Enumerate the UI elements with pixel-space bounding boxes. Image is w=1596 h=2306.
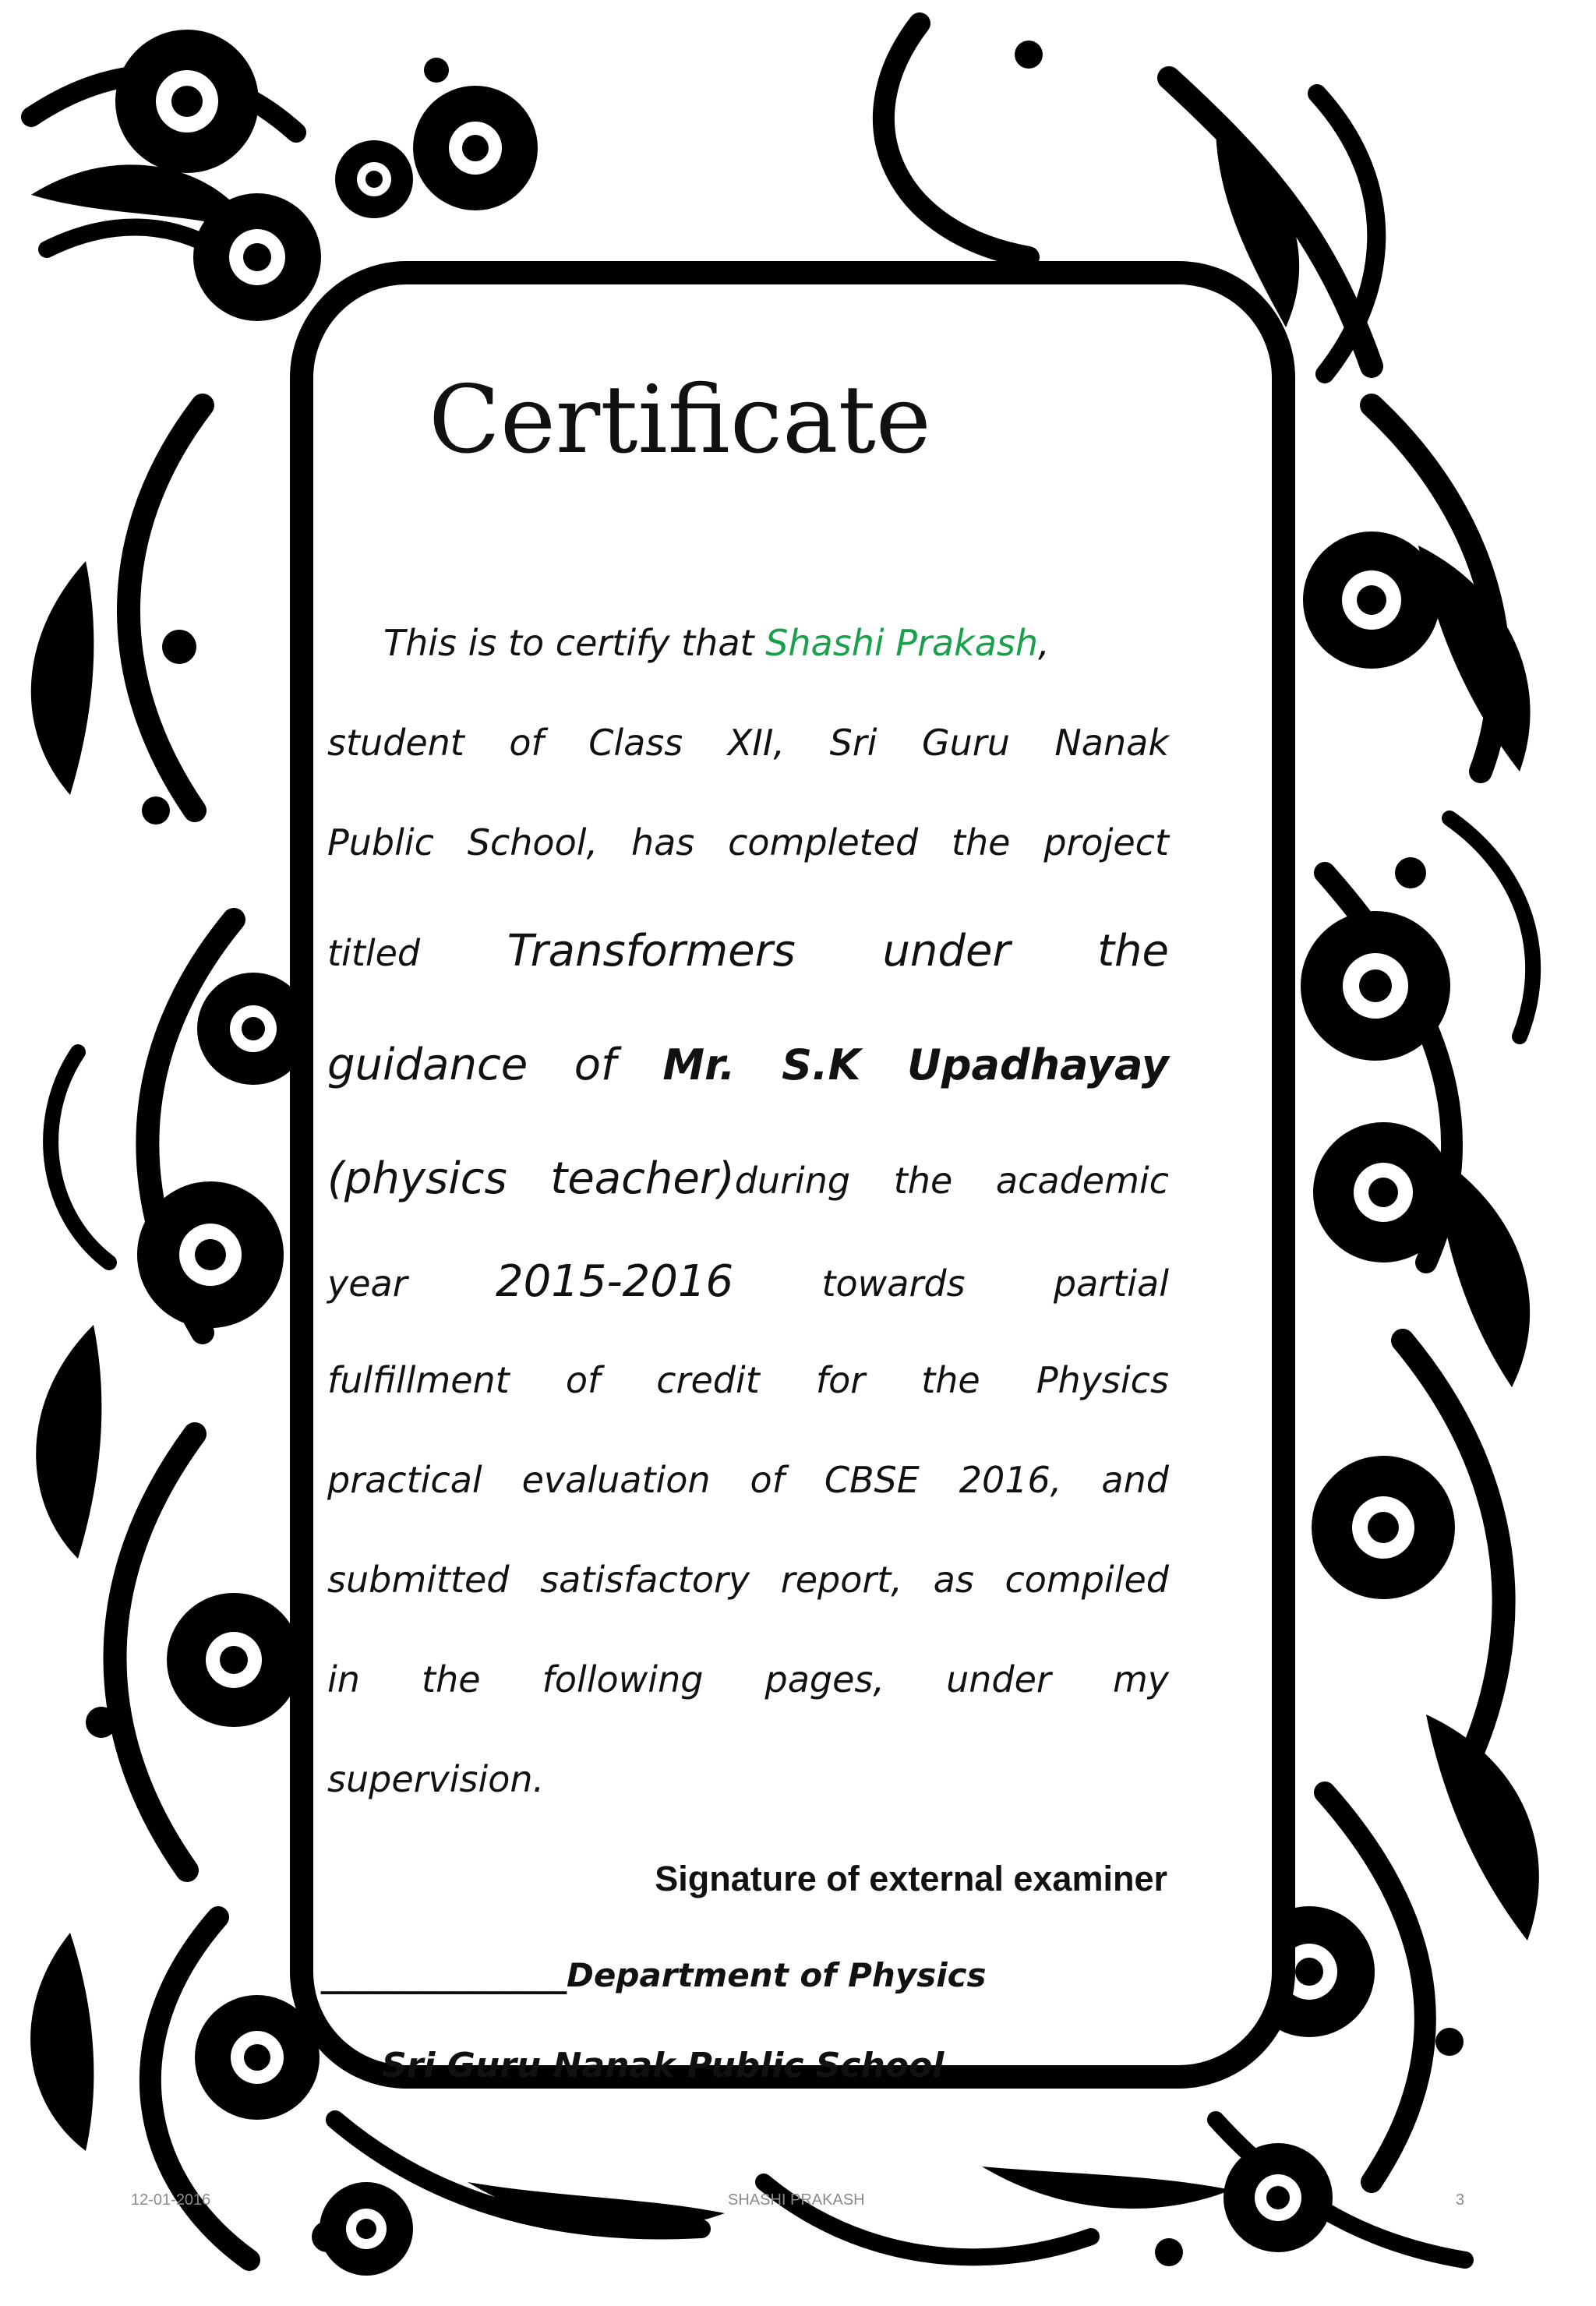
- word: under: [882, 926, 1011, 976]
- word: academic: [995, 1160, 1169, 1202]
- word: of: [509, 722, 544, 764]
- word: 2016,: [959, 1459, 1062, 1501]
- word: the: [893, 1160, 953, 1202]
- body-line-12: [327, 1758, 1169, 1800]
- word: of: [574, 1040, 616, 1090]
- word: following: [542, 1658, 704, 1700]
- footer-page-number: 3: [1456, 2191, 1465, 2209]
- body-line-5: [327, 1040, 1169, 1090]
- word: project: [1043, 821, 1169, 863]
- academic-year: 2015-2016: [495, 1256, 734, 1307]
- word: credit: [656, 1359, 760, 1401]
- word: completed: [728, 821, 919, 863]
- word: as: [933, 1559, 974, 1601]
- word: my: [1112, 1658, 1169, 1700]
- body-line-3: [327, 821, 1169, 863]
- word: evaluation: [521, 1459, 711, 1501]
- word: Physics: [1036, 1359, 1169, 1401]
- word: and: [1101, 1459, 1169, 1501]
- word: Guru: [922, 722, 1010, 764]
- word: Sri: [829, 722, 877, 764]
- word: fulfillment: [327, 1359, 510, 1401]
- word: guidance: [327, 1040, 528, 1090]
- word: pages,: [764, 1658, 885, 1700]
- footer-author: SHASHI PRAKASH: [728, 2191, 865, 2209]
- word: submitted: [327, 1559, 510, 1601]
- body-line-10: [327, 1559, 1169, 1601]
- word: has: [630, 821, 695, 863]
- word: supervision.: [327, 1758, 545, 1800]
- word: partial: [1053, 1262, 1169, 1305]
- school-name: Sri Guru Nanak Public School: [382, 2046, 945, 2085]
- word: of: [750, 1459, 785, 1501]
- word: the: [921, 1359, 980, 1401]
- word: towards: [821, 1262, 966, 1305]
- word: practical: [327, 1459, 482, 1501]
- word: Nanak: [1054, 722, 1169, 764]
- body-line-2: [327, 722, 1169, 764]
- word: during: [734, 1160, 851, 1202]
- word: satisfactory: [540, 1559, 750, 1601]
- word: of: [565, 1359, 601, 1401]
- department-name: Department of Physics: [567, 1956, 987, 1994]
- body-line-11: [327, 1658, 1169, 1700]
- teacher-surname: Upadhayay: [907, 1040, 1169, 1089]
- word: Class: [588, 722, 683, 764]
- comma: ,: [1038, 622, 1050, 664]
- body-line-4: [327, 926, 1169, 976]
- teacher-initials: S.K: [782, 1040, 861, 1089]
- word: the: [951, 821, 1011, 863]
- word: year: [327, 1262, 408, 1305]
- word: for: [815, 1359, 866, 1401]
- word: under: [946, 1658, 1051, 1700]
- student-name: Shashi Prakash: [765, 622, 1039, 664]
- body-line-1: [327, 622, 1169, 664]
- teacher-title: Mr.: [662, 1040, 736, 1089]
- certify-intro: This is to certify that: [383, 622, 754, 664]
- word: titled: [327, 932, 421, 974]
- word: CBSE: [824, 1459, 920, 1501]
- body-line-7: [327, 1256, 1169, 1307]
- word: student: [327, 722, 464, 764]
- body-line-9: [327, 1459, 1169, 1501]
- signature-underline: _______________: [321, 1956, 567, 1994]
- body-line-6: [327, 1153, 1169, 1204]
- word: in: [327, 1658, 360, 1700]
- word: the: [422, 1658, 481, 1700]
- external-examiner-signature-label: Signature of external examiner: [655, 1859, 1167, 1898]
- word: XII,: [727, 722, 786, 764]
- body-line-8: [327, 1359, 1169, 1401]
- word: teacher): [550, 1153, 735, 1204]
- word: the: [1097, 926, 1169, 976]
- word: (physics: [327, 1153, 507, 1204]
- word: Public: [327, 821, 434, 863]
- project-title: Transformers: [507, 926, 796, 976]
- department-line: [321, 1956, 987, 1994]
- word: School,: [467, 821, 598, 863]
- certificate-title: Certificate: [429, 366, 931, 475]
- footer-date: 12-01-2016: [131, 2191, 211, 2209]
- word: report,: [780, 1559, 902, 1601]
- word: compiled: [1005, 1559, 1169, 1601]
